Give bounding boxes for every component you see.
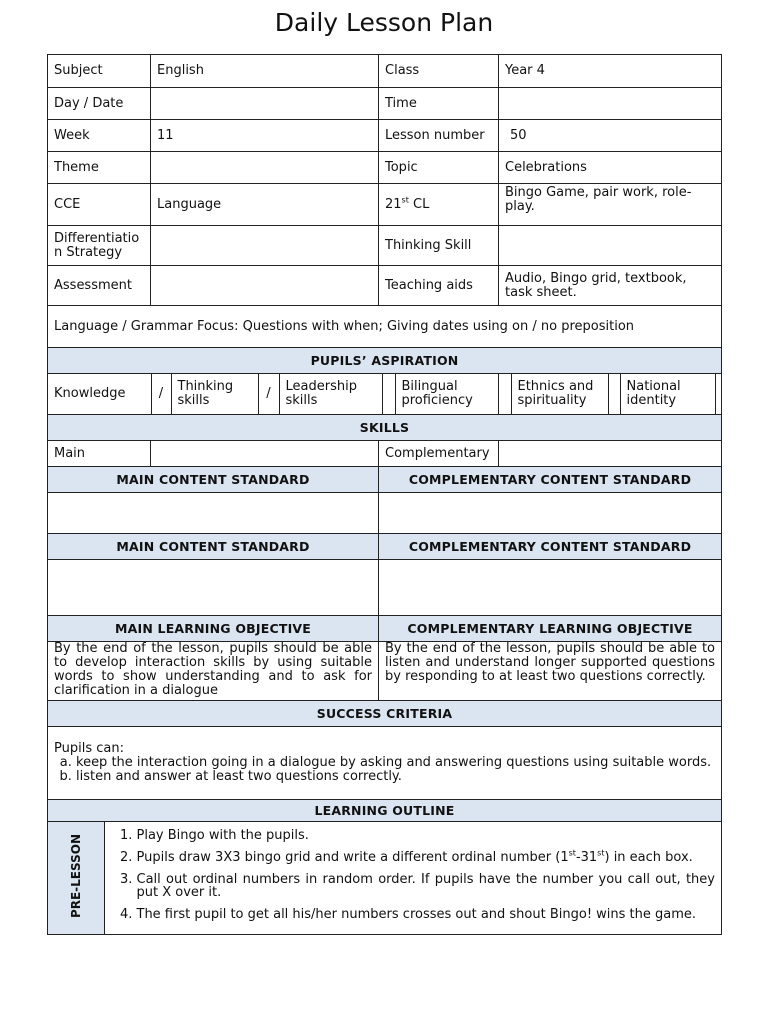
learning-outline-header: LEARNING OUTLINE xyxy=(48,800,722,822)
page-title: Daily Lesson Plan xyxy=(274,8,494,37)
time-value xyxy=(499,88,722,120)
class-label: Class xyxy=(379,55,499,88)
skills-complementary-label: Complementary xyxy=(379,441,499,467)
aspiration-leadership-skills: Leadership skills xyxy=(279,374,382,414)
thinking-skill-label: Thinking Skill xyxy=(379,226,499,266)
day-date-label: Day / Date xyxy=(48,88,151,120)
skills-complementary-value xyxy=(499,441,722,467)
pre-lesson-label: PRE-LESSON xyxy=(48,822,104,934)
complementary-content-standard-value xyxy=(379,493,722,534)
subject-label: Subject xyxy=(48,55,151,88)
lesson-plan-table xyxy=(47,54,722,935)
cce-value: Language xyxy=(151,184,379,226)
21st-cl-label: 21st CL xyxy=(379,184,499,226)
differentiation-value xyxy=(151,226,379,266)
aspiration-thinking-skills: Thinking skills xyxy=(171,374,258,414)
week-label: Week xyxy=(48,120,151,152)
theme-label: Theme xyxy=(48,152,151,184)
aspiration-ethnics-spirituality-mark xyxy=(608,374,620,414)
success-criteria-item: a. keep the interaction going in a dialogue by asking and answering questions using suitable words. xyxy=(76,756,715,770)
main-learning-objective-header: MAIN LEARNING OBJECTIVE xyxy=(48,616,379,642)
class-value: Year 4 xyxy=(499,55,722,88)
complementary-learning-objective-header: COMPLEMENTARY LEARNING OBJECTIVE xyxy=(379,616,722,642)
grammar-focus: Language / Grammar Focus: Questions with when; Giving dates using on / no preposition xyxy=(48,306,722,348)
main-content-standard-header: MAIN CONTENT STANDARD xyxy=(48,467,379,493)
success-criteria-intro: Pupils can: xyxy=(54,741,124,756)
main-content-standard-header-2: MAIN CONTENT STANDARD xyxy=(48,534,379,560)
step-item: 2. Pupils draw 3X3 bingo grid and write a different ordinal number (1st-31st) in each box. xyxy=(137,851,716,864)
aspiration-ethnics-spirituality: Ethnics and spirituality xyxy=(511,374,608,414)
complementary-learning-objective-text: By the end of the lesson, pupils should be able to listen and understand longer supported questions by responding to at least two questions correctly. xyxy=(379,642,722,701)
aspiration-knowledge-mark: / xyxy=(151,374,171,414)
time-label: Time xyxy=(379,88,499,120)
lesson-number-label: Lesson number xyxy=(379,120,499,152)
aspiration-national-identity: National identity xyxy=(620,374,715,414)
success-criteria-list xyxy=(54,756,715,784)
success-criteria-header: SUCCESS CRITERIA xyxy=(48,701,722,727)
aspiration-thinking-skills-mark: / xyxy=(258,374,279,414)
teaching-aids-label: Teaching aids xyxy=(379,266,499,306)
theme-value xyxy=(151,152,379,184)
skills-header: SKILLS xyxy=(48,415,722,441)
teaching-aids-value: Audio, Bingo grid, textbook, task sheet. xyxy=(499,266,722,306)
aspiration-bilingual-proficiency-mark xyxy=(498,374,511,414)
complementary-content-standard-value-2 xyxy=(379,560,722,616)
cce-label: CCE xyxy=(48,184,151,226)
step-item: 4. The first pupil to get all his/her numbers crosses out and shout Bingo! wins the game. xyxy=(137,908,716,921)
week-value: 11 xyxy=(151,120,379,152)
assessment-value xyxy=(151,266,379,306)
main-learning-objective-text: By the end of the lesson, pupils should be able to develop interaction skills by using suitable words to show understanding and to ask for clarification in a dialogue xyxy=(48,642,379,701)
step-item: 1. Play Bingo with the pupils. xyxy=(137,829,716,842)
pre-lesson-step-list xyxy=(109,829,716,921)
pupils-aspiration-header: PUPILS’ ASPIRATION xyxy=(48,348,722,374)
aspiration-national-identity-mark xyxy=(715,374,722,414)
complementary-content-standard-header: COMPLEMENTARY CONTENT STANDARD xyxy=(379,467,722,493)
skills-main-value xyxy=(151,441,379,467)
main-content-standard-value xyxy=(48,493,379,534)
aspiration-row xyxy=(48,374,722,415)
learning-outline-body xyxy=(48,822,722,935)
aspiration-bilingual-proficiency: Bilingual proficiency xyxy=(395,374,498,414)
skills-main-label: Main xyxy=(48,441,151,467)
lesson-number-value: 50 xyxy=(499,120,722,152)
day-date-value xyxy=(151,88,379,120)
topic-label: Topic xyxy=(379,152,499,184)
success-criteria-item: b. listen and answer at least two questions correctly. xyxy=(76,770,715,784)
complementary-content-standard-header-2: COMPLEMENTARY CONTENT STANDARD xyxy=(379,534,722,560)
step-item: 3. Call out ordinal numbers in random order. If pupils have the number you call out, they put X over it. xyxy=(137,873,716,899)
success-criteria-body xyxy=(48,727,722,800)
differentiation-label: Differentiation Strategy xyxy=(48,226,151,266)
topic-value: Celebrations xyxy=(499,152,722,184)
assessment-label: Assessment xyxy=(48,266,151,306)
aspiration-leadership-skills-mark xyxy=(382,374,395,414)
pre-lesson-steps xyxy=(104,822,721,934)
thinking-skill-value xyxy=(499,226,722,266)
aspiration-knowledge: Knowledge xyxy=(48,374,151,414)
subject-value: English xyxy=(151,55,379,88)
main-content-standard-value-2 xyxy=(48,560,379,616)
21st-cl-value: Bingo Game, pair work, role-play. xyxy=(499,184,722,226)
